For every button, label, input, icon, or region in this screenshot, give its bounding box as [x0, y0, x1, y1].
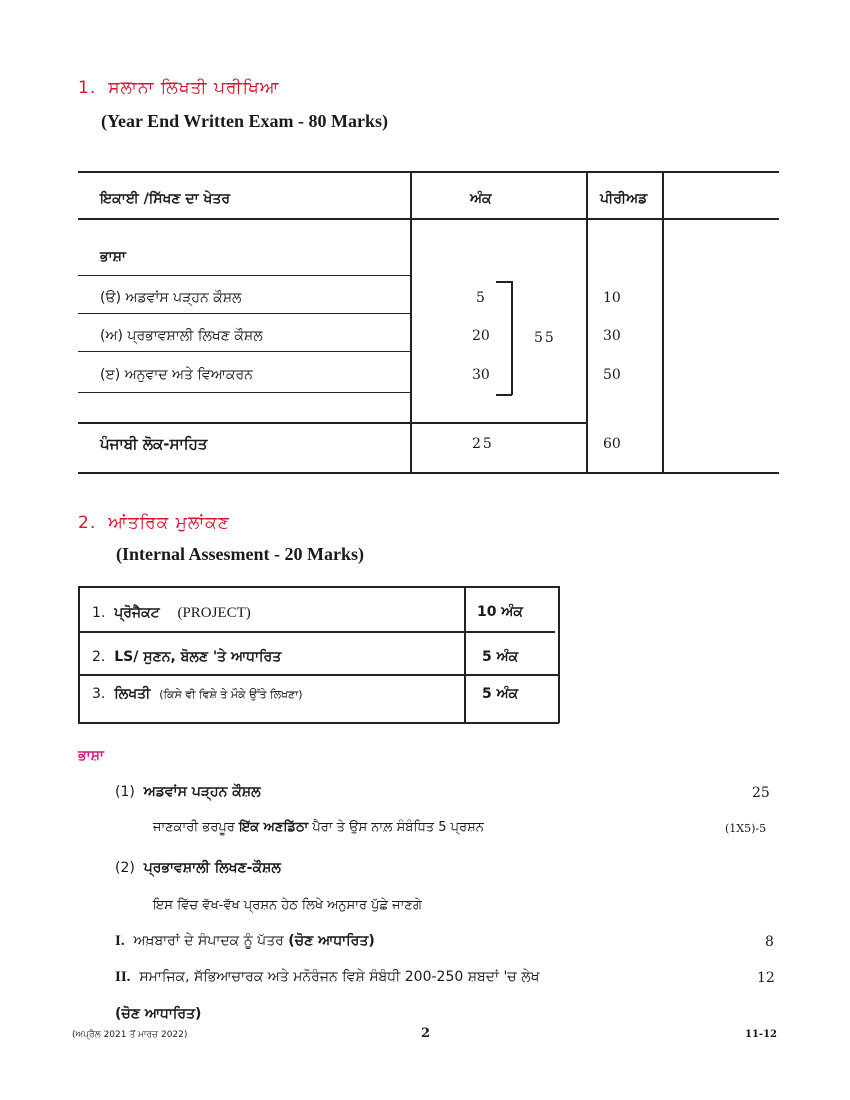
row-3-label: (ੲ) ਅਨੁਵਾਦ ਅਤੇ ਵਿਆਕਰਨ — [100, 367, 253, 383]
row-1-label: (ੳ) ਅਡਵਾਂਸ ਪੜ੍ਹਨ ਕੌਸ਼ਲ — [100, 290, 242, 306]
item-2-heading — [115, 860, 281, 876]
item-1-desc-a: ਜਾਣਕਾਰੀ ਭਰਪੂਰ — [153, 820, 235, 835]
ia-row-3-extra: (ਕਿਸੇ ਵੀ ਵਿਸ਼ੇ ਤੇ ਮੌਕੇ ਉੱਤੇ ਲਿਖਣਾ) — [159, 688, 303, 701]
item-1-description — [153, 820, 484, 835]
row-3-marks: 30 — [472, 367, 490, 383]
roman-row-2 — [115, 969, 540, 986]
section-2-subtitle: (Internal Assesment - 20 Marks) — [116, 544, 364, 564]
row-lok-sahit-label: ਪੰਜਾਬੀ ਲੋਕ-ਸਾਹਿਤ — [100, 435, 208, 453]
row-lok-sahit-periods: 60 — [603, 436, 621, 452]
subtotal-marks: 55 — [534, 330, 556, 346]
roman-row-2-text: ਸਮਾਜਿਕ, ਸੱਭਿਆਚਾਰਕ ਅਤੇ ਮਨੋਰੰਜਨ ਵਿਸ਼ੇ ਸੰਬੰਧੀ 200-250 ਸ਼ਬਦਾਂ 'ਚ ਲੇਖ — [139, 969, 540, 985]
row-lok-sahit-marks: 25 — [472, 436, 494, 452]
item-2-number: (2) — [115, 860, 135, 876]
ia-row-2-label: LS/ ਸੁਣਨ, ਬੋਲਣ 'ਤੇ ਆਧਾਰਿਤ — [114, 649, 282, 665]
roman-row-1-text: ਅਖ਼ਬਾਰਾਂ ਦੇ ਸੰਪਾਦਕ ਨੂੰ ਪੱਤਰ — [133, 933, 284, 949]
section-1-heading — [78, 78, 279, 98]
section-2-number: 2. — [78, 513, 97, 533]
item-2-title: ਪ੍ਰਭਾਵਸ਼ਾਲੀ ਲਿਖਣ-ਕੌਸ਼ਲ — [143, 860, 281, 876]
section-1-subtitle: (Year End Written Exam - 80 Marks) — [101, 111, 388, 131]
section-1-title: ਸਲਾਨਾ ਲਿਖਤੀ ਪਰੀਖਿਆ — [108, 78, 280, 98]
item-1-number: (1) — [115, 784, 135, 800]
footer-date-range: (ਅਪ੍ਰੈਲ 2021 ਤੋਂ ਮਾਰਚ 2022) — [72, 1030, 188, 1040]
ia-row-1-label: ਪ੍ਰੋਜੈਕਟ — [114, 605, 160, 621]
roman-row-1 — [115, 933, 375, 950]
row-2-label: (ਅ) ਪ੍ਰਭਾਵਸ਼ਾਲੀ ਲਿਖਣ ਕੌਸ਼ਲ — [100, 328, 263, 344]
header-periods: ਪੀਰੀਅਡ — [600, 191, 648, 207]
roman-row-2-marks: 12 — [757, 970, 775, 986]
group-label-bhasha: ਭਾਸ਼ਾ — [100, 249, 126, 265]
section-1-number: 1. — [78, 78, 97, 98]
ia-row-1-extra: (PROJECT) — [177, 605, 251, 621]
footer-class: 11-12 — [745, 1029, 777, 1040]
ia-row-3-num: 3. — [92, 686, 106, 702]
ia-row-3 — [92, 686, 303, 702]
roman-row-2-choice: (ਚੋਣ ਆਧਾਰਿਤ) — [115, 1006, 202, 1022]
item-1-desc-b: ਇੱਕ ਅਣਡਿੱਠਾ — [238, 820, 309, 835]
item-1-heading — [115, 784, 261, 800]
row-1-periods: 10 — [603, 290, 621, 306]
ia-row-3-marks: 5 ਅੰਕ — [482, 686, 519, 702]
item-1-marks: 25 — [752, 785, 770, 801]
ia-row-1-num: 1. — [92, 605, 106, 621]
roman-row-1-number: I. — [115, 933, 125, 949]
header-marks: ਅੰਕ — [470, 191, 492, 207]
section-2-title: ਆਂਤਰਿਕ ਮੁਲਾਂਕਣ — [108, 513, 230, 533]
row-2-periods: 30 — [603, 328, 621, 344]
roman-row-1-choice: (ਚੋਣ ਆਧਾਰਿਤ) — [288, 933, 375, 949]
item-1-desc-marks: (1X5)-5 — [725, 822, 767, 835]
header-unit: ਇਕਾਈ /ਸਿੱਖਣ ਦਾ ਖੇਤਰ — [100, 191, 231, 207]
roman-row-1-marks: 8 — [765, 934, 774, 950]
row-1-marks: 5 — [476, 290, 485, 306]
bhasha-heading: ਭਾਸ਼ਾ — [78, 748, 104, 764]
ia-row-2-marks: 5 ਅੰਕ — [482, 649, 519, 665]
ia-row-2 — [92, 649, 281, 665]
item-1-desc-c: ਪੈਰਾ ਤੇ ਉਸ ਨਾਲ਼ ਸੰਬੰਧਿਤ 5 ਪ੍ਰਸ਼ਨ — [312, 820, 484, 835]
section-2-heading — [78, 513, 230, 533]
row-3-periods: 50 — [603, 367, 621, 383]
ia-row-1 — [92, 605, 251, 622]
ia-row-1-marks: 10 ਅੰਕ — [477, 604, 523, 620]
row-2-marks: 20 — [472, 328, 490, 344]
item-2-description: ਇਸ ਵਿੱਚ ਵੱਖ-ਵੱਖ ਪ੍ਰਸ਼ਨ ਹੇਠ ਲਿਖੇ ਅਨੁਸਾਰ ਪੁੱਛੇ ਜਾਣਗੇ — [153, 898, 422, 913]
page-number: 2 — [421, 1026, 431, 1041]
item-1-title: ਅਡਵਾਂਸ ਪੜ੍ਹਨ ਕੌਸ਼ਲ — [143, 784, 261, 800]
ia-row-2-num: 2. — [92, 649, 106, 665]
roman-row-2-number: II. — [115, 969, 131, 985]
ia-row-3-label: ਲਿਖਤੀ — [114, 686, 151, 702]
